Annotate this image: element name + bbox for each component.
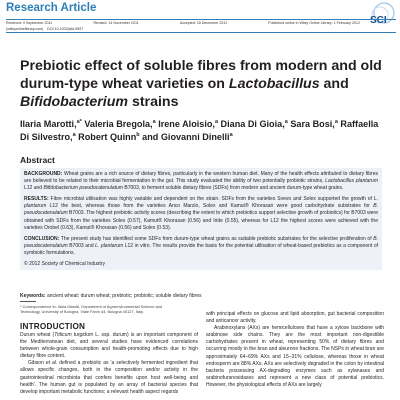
accepted-date: Accepted: 16 December 2011 bbox=[179, 21, 228, 25]
doi-row bbox=[6, 27, 360, 31]
abstract-conclusion: CONCLUSION: The present study has identified some SDFs from durum-type wheat grains as suitable prebiotic substrates for the selective proliferation of B. pseudocatenulatum B7003 and L. plantarum L12 in vitro. The results provide the basis for the potential utilisation of wheat-based prebiotics as a component of symbiotic formulations. bbox=[24, 235, 379, 256]
author: Sara Bosi,$^a$ bbox=[290, 118, 338, 129]
author: Raffaella Di Silvestro,$^a$ bbox=[20, 119, 379, 142]
article-title: Prebiotic effect of soluble fibres from modern and old durum-type wheat varieties on Lactobacillus and Bifidobacterium strains bbox=[20, 58, 382, 110]
intro-paragraph: Gibson et al. defined a prebiotic as 'a selectively fermented ingredient that allows specific changes, both in the composition and/or activity in the gastrointestinal microbiota that confers benefits upon host well-being and health'. The human gut is populated by an array of bacterial species that develop important metabolic functions; a relevant health aspect regards bbox=[20, 360, 199, 395]
introduction-heading: INTRODUCTION bbox=[20, 322, 86, 331]
section-label: Research Article bbox=[6, 2, 97, 14]
doi-link[interactable]: DOI 10.1002/jsfa.5597 bbox=[47, 27, 84, 31]
abstract-copyright: © 2012 Society of Chemical Industry bbox=[24, 261, 105, 268]
abstract-results: RESULTS: Fibre microbial utilisation was highly variable and dependent on the strain. SDFs from the varieties Svevo and Solex supported the growth of L. plantarum L12 the best, whereas those from the varieties Anco Marzio, Solex and Kamut® Khorasan were good carbohydrate substrates for B. pseudocatenulatum B7003. The highest prebiotic activity scores (describing the extent to which prebiotics support selective growth of probiotics) for B7003 were obtained with SDFs from the varieties Solex (0.57), Kamut® Khorasan (0.56) and Iride (0.55), whereas for L12 the highest scores were achieved with the varieties Orobel (0.63), Kamut® Khorasan (0.56) and Solex (0.53). bbox=[24, 196, 378, 231]
sci-logo-icon bbox=[364, 1, 396, 29]
published-date: Published online in Wiley Online Library: 1 February 2012 bbox=[268, 21, 360, 25]
author: Irene Aloisio,$^a$ bbox=[158, 118, 219, 129]
author: Valeria Bregola,$^a$ bbox=[84, 118, 156, 129]
correspondence-note: * Correspondence to: Ilaria Marotti, Department of Agroenvironmental Science and Technology, University of Bologna, Viale Fanin 44, Bologna 40127, Italy. bbox=[20, 304, 163, 314]
publisher-site-link[interactable]: (wileyonlinelibrary.com) bbox=[6, 27, 44, 31]
revised-date: Revised: 14 November 2011 bbox=[93, 21, 139, 25]
abstract-heading: Abstract bbox=[20, 155, 55, 165]
author: Diana Di Gioia,$^a$ bbox=[220, 118, 288, 129]
intro-paragraph: Arabinoxylans (AXs) are hemicelluloses that have a xylose backbone with arabinose side chains. They are the most important non-digestible carbohydrates present in wheat, representing 50% of dietary fibres and occurring mostly in the bran and aleurone fractions. The NSPs in wheat bran are approximately 64–69% AXs and 15–31% cellulose, whereas those in wheat endosperm are 88% AXs. AXs are selectively degraded in the colon by intestinal bacteria possessing AX-degrading enzymes such as xylanases and arabinofuranosidases and represent a new class of potential prebiotics. However, the physiological effects of AXs are largely bbox=[206, 325, 384, 388]
journal-header bbox=[0, 0, 400, 34]
header-rule-top bbox=[6, 19, 396, 20]
introduction-left-column bbox=[20, 332, 198, 396]
author: Robert Quinn$^b$ bbox=[78, 131, 140, 142]
intro-paragraph: with principal effects on glucose and lipid absorption, gut bacterial composition and anticancer activity. bbox=[206, 311, 384, 325]
abstract-background: BACKGROUND: Wheat grains are a rich source of dietary fibres, particularly in the western human diet. Many of the health effects attributed to dietary fibres are believed to be related to their microbial fermentation in the gut. This study evaluated the ability of two potentially probiotic strains, Lactobacillus plantarum L12 and Bifidobacterium pseudocatenulatum B7003, to ferment soluble dietary fibres (SDFs) from modern and ancient durum-type wheat grains. bbox=[24, 171, 379, 192]
introduction-right-column bbox=[206, 311, 384, 389]
author: Ilaria Marotti,$^{a*}$ bbox=[20, 118, 82, 129]
intro-paragraph: Durum wheat (Triticum turgidum L. ssp. durum) is an important component of the Mediterranean diet, and several studies have evidenced correlations between whole-grain consumption and health-promoting effects due to high dietary fibre content. bbox=[20, 332, 198, 360]
author-list bbox=[20, 118, 382, 144]
logo-text: SCI bbox=[370, 15, 387, 26]
publication-dates bbox=[6, 21, 360, 25]
received-date: Received: 9 September 2011 bbox=[6, 21, 53, 25]
keywords: Keywords: ancient wheat; durum wheat; prebiotic; probiotic; soluble dietary fibres bbox=[20, 293, 202, 299]
author: and Giovanni Dinelli$^a$ bbox=[142, 131, 233, 142]
header-rule-bottom bbox=[6, 32, 396, 33]
footnote-rule bbox=[20, 301, 36, 302]
abstract-box bbox=[20, 168, 382, 270]
